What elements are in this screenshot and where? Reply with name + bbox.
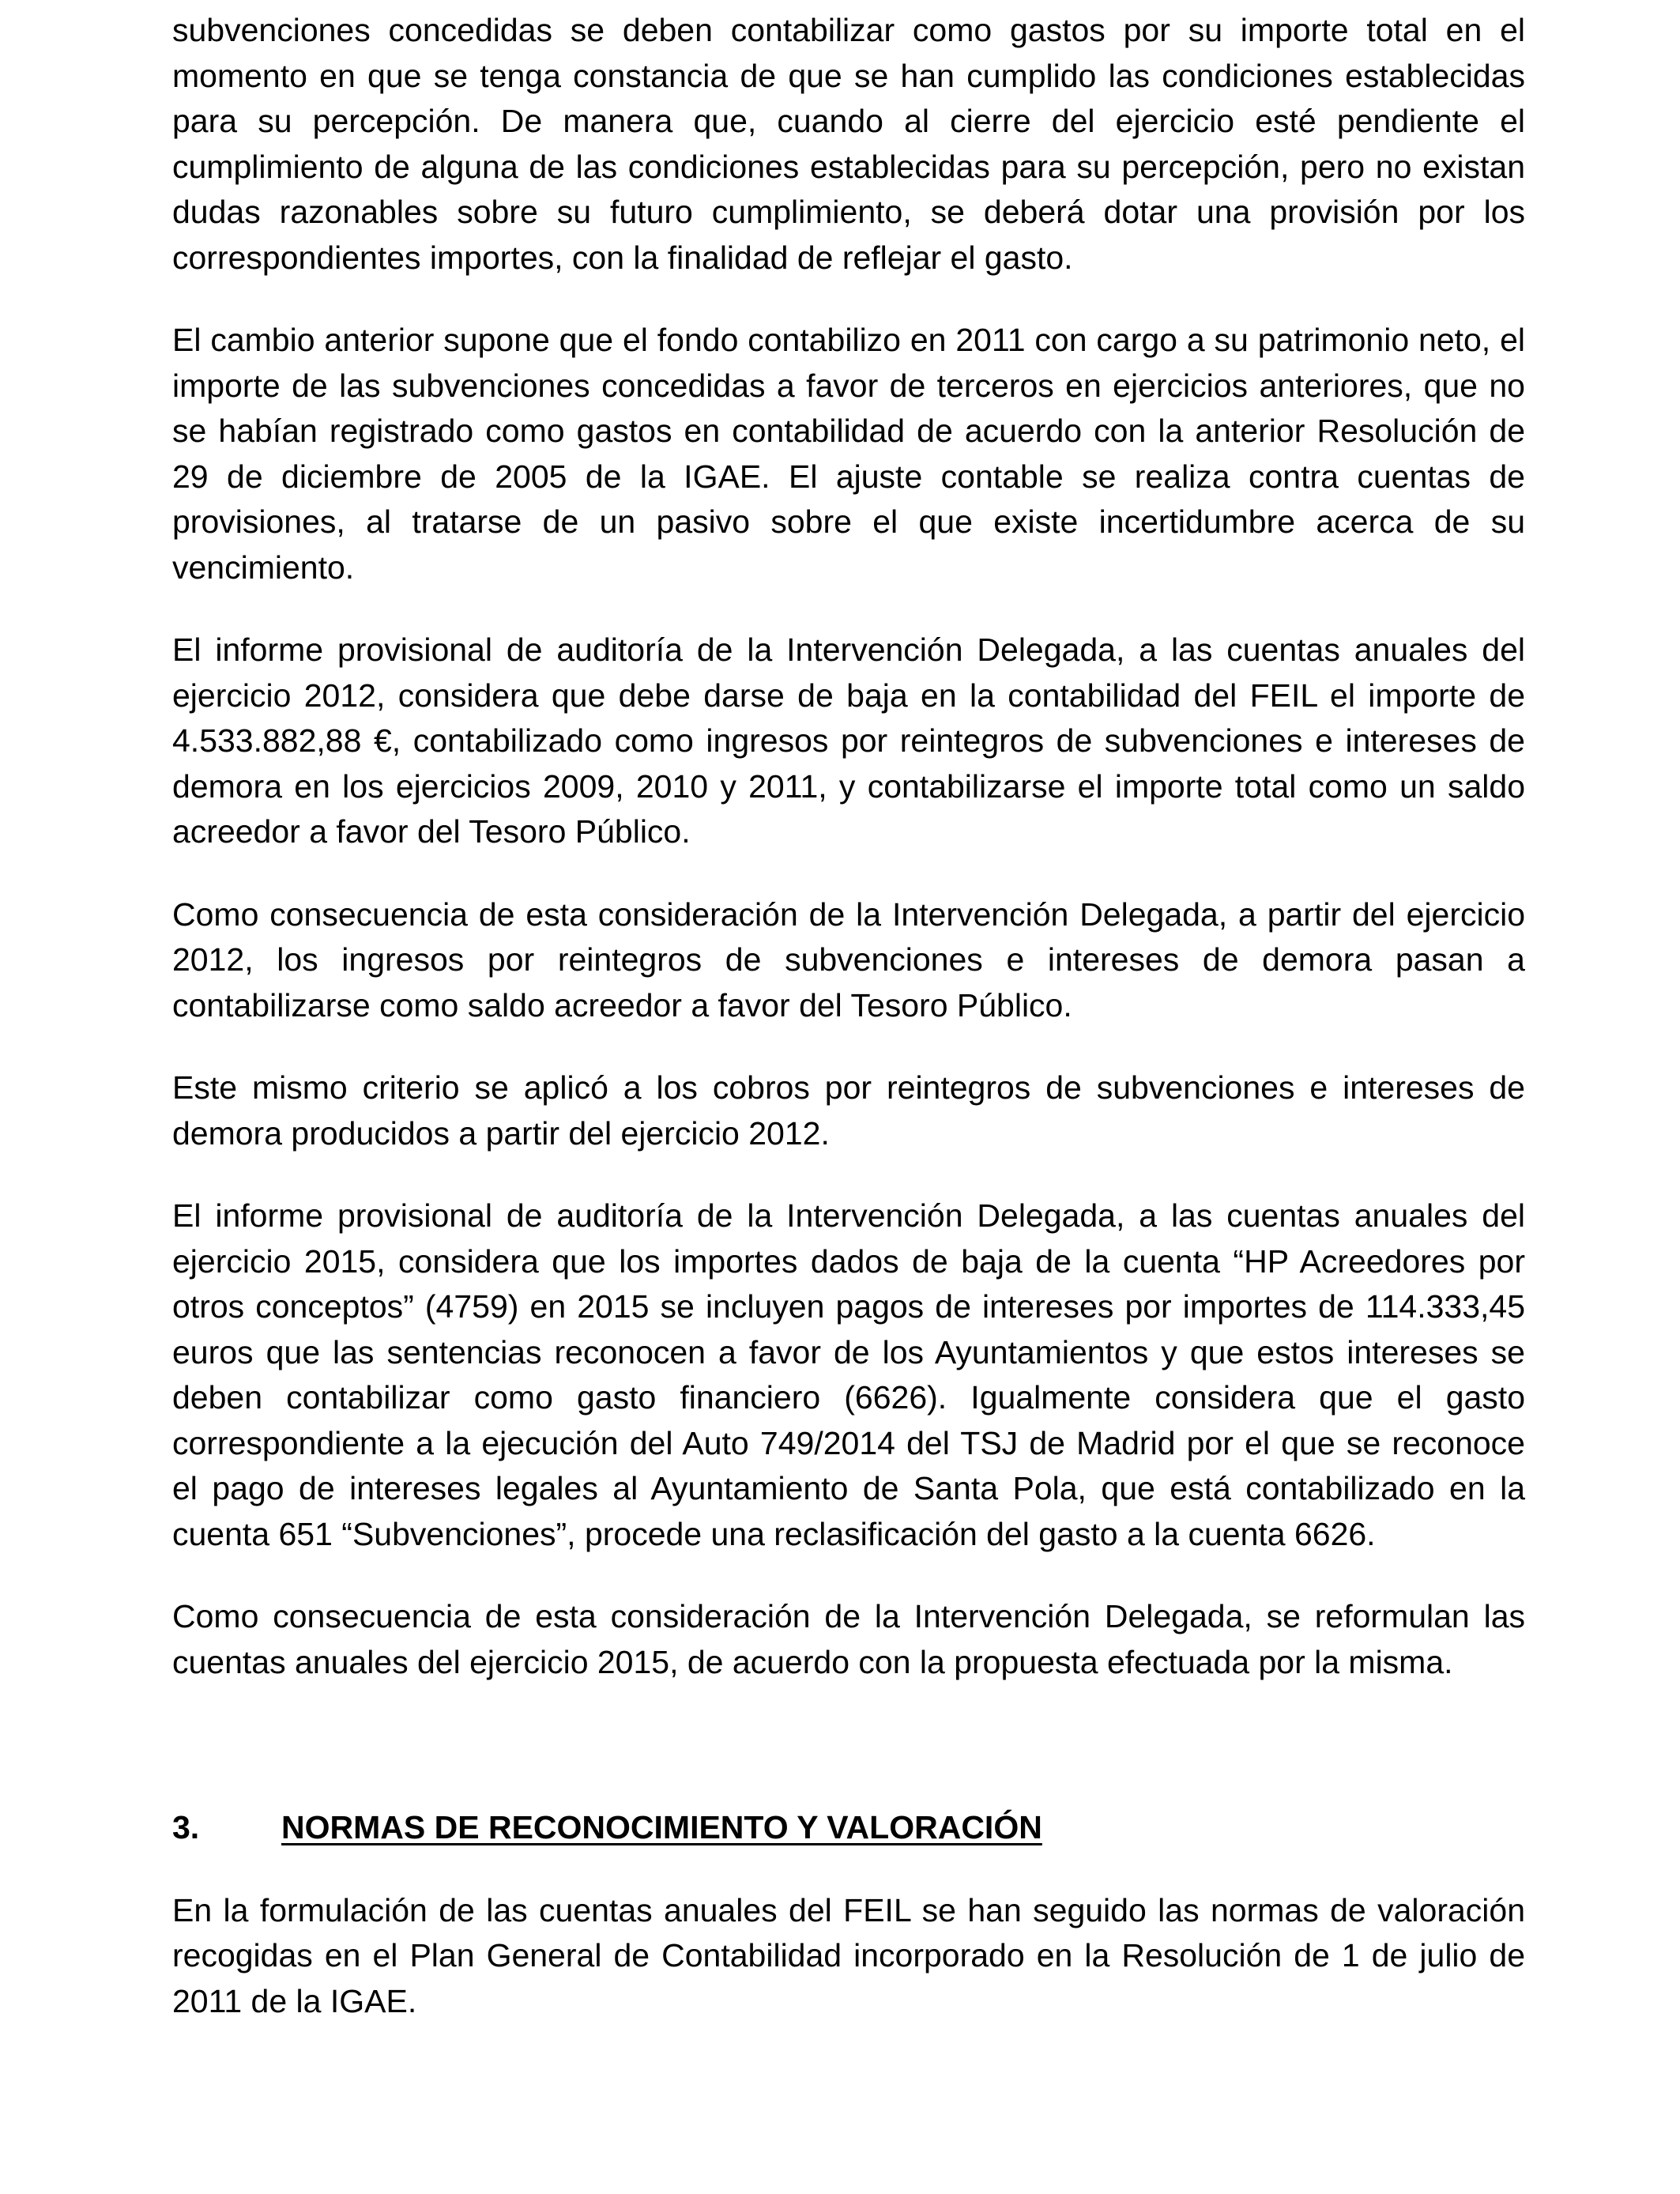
paragraph-informe-2015: El informe provisional de auditoría de la Intervención Delegada, a las cuentas anuales del ejercicio 2015, considera que los importes dados de baja de la cuenta “HP Acreedores por otros conceptos” (4759) en 2015 se incluyen pagos de intereses por importes de 114.333,45 euros que las sentencias reconocen a favor de los Ayuntamientos y que estos intereses se deben contabilizar como gasto financiero (6626). Igualmente considera que el gasto correspondiente a la ejecución del Auto 749/2014 del TSJ de Madrid por el que se reconoce el pago de intereses legales al Ayuntamiento de Santa Pola, que está contabilizado en la cuenta 651 “Subvenciones”, procede una reclasificación del gasto a la cuenta 6626.: [172, 1197, 1525, 1552]
paragraph-subvenciones-gasto: subvenciones concedidas se deben contabilizar como gastos por su importe total en el momento en que se tenga constancia de que se han cumplido las condiciones establecidas para su percepción. De manera que, cuando al cierre del ejercicio esté pendiente el cumplimiento de alguna de las condiciones establecidas para su percepción, pero no existan dudas razonables sobre su futuro cumplimiento, se deberá dotar una provisión por los correspondientes importes, con la finalidad de reflejar el gasto.: [172, 12, 1525, 276]
paragraph-consecuencia-2015: Como consecuencia de esta consideración de la Intervención Delegada, se reformulan las cuentas anuales del ejercicio 2015, de acuerdo con la propuesta efectuada por la misma.: [172, 1598, 1525, 1680]
paragraph-mismo-criterio: Este mismo criterio se aplicó a los cobros por reintegros de subvenciones e intereses de demora producidos a partir del ejercicio 2012.: [172, 1069, 1525, 1152]
paragraph-consecuencia-2012: Como consecuencia de esta consideración de la Intervención Delegada, a partir del ejercicio 2012, los ingresos por reintegros de subvenciones e intereses de demora pasan a contabilizarse como saldo acreedor a favor del Tesoro Público.: [172, 895, 1525, 1023]
paragraph-cambio-anterior: El cambio anterior supone que el fondo contabilizo en 2011 con cargo a su patrimonio neto, el importe de las subvenciones concedidas a favor de terceros en ejercicios anteriores, que no se habían registrado como gastos en contabilidad de acuerdo con la anterior Resolución de 29 de diciembre de 2005 de la IGAE. El ajuste contable se realiza contra cuentas de provisiones, al tratarse de un pasivo sobre el que existe incertidumbre acerca de su vencimiento.: [172, 322, 1525, 586]
paragraph-informe-2012: El informe provisional de auditoría de la Intervención Delegada, a las cuentas anuales del ejercicio 2012, considera que debe darse de baja en la contabilidad del FEIL el importe de 4.533.882,88 €, contabilizado como ingresos por reintegros de subvenciones e intereses de demora en los ejercicios 2009, 2010 y 2011, y contabilizarse el importe total como un saldo acreedor a favor del Tesoro Público.: [172, 631, 1525, 850]
section-number: 3.: [172, 1809, 200, 1845]
section-heading: [172, 1805, 1525, 1851]
paragraph-normas-valoracion: En la formulación de las cuentas anuales del FEIL se han seguido las normas de valoración recogidas en el Plan General de Contabilidad incorporado en la Resolución de 1 de julio de 2011 de la IGAE.: [172, 1891, 1525, 2019]
document-page: [172, 8, 1525, 2024]
section-title: NORMAS DE RECONOCIMIENTO Y VALORACIÓN: [281, 1809, 1042, 1845]
